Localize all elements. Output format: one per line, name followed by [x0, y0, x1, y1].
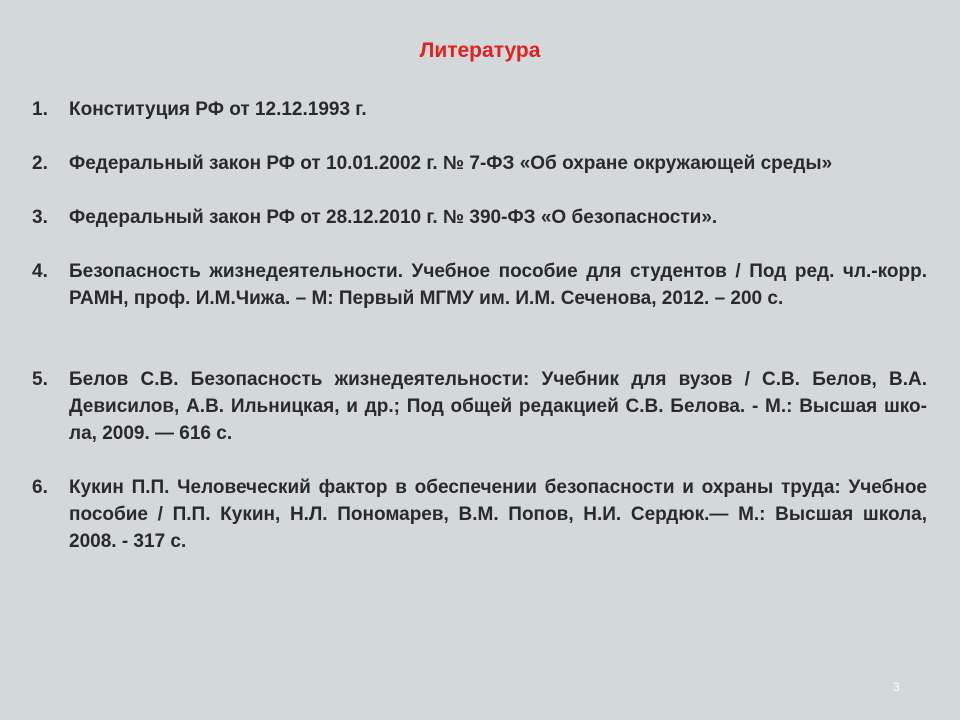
reference-item-5: [32, 366, 927, 447]
reference-number: 1.: [32, 99, 48, 120]
page-number: 3: [893, 680, 900, 694]
reference-number: 3.: [32, 207, 48, 228]
reference-text: Белов С.В. Безопасность жизнедеятельности: Учебник для вузов / С.В. Белов, В.А. Девисилов, А.В. Ильницкая, и др.; Под общей редакцией С.В. Белова. - М.: Высшая шко-ла, 2009. — 616 с.: [69, 369, 927, 444]
reference-list: [32, 96, 927, 555]
reference-item-4: [32, 258, 927, 312]
reference-item-3: [32, 204, 927, 231]
reference-item-1: [32, 96, 927, 123]
reference-text: Безопасность жизнедеятельности. Учебное пособие для студентов / Под ред. чл.-корр. РАМН, проф. И.М.Чижа. – М: Первый МГМУ им. И.М. Сеченова, 2012. – 200 с.: [69, 261, 927, 309]
reference-text: Федеральный закон РФ от 10.01.2002 г. № 7-ФЗ «Об охране окружающей среды»: [69, 153, 833, 174]
reference-number: 2.: [32, 153, 48, 174]
reference-number: 4.: [32, 261, 48, 282]
reference-text: Конституция РФ от 12.12.1993 г.: [69, 99, 367, 120]
reference-number: 6.: [32, 477, 48, 498]
reference-item-6: [32, 474, 927, 555]
slide-title: Литература: [419, 39, 541, 62]
reference-number: 5.: [32, 369, 48, 390]
reference-text: Федеральный закон РФ от 28.12.2010 г. № 390-ФЗ «О безопасности».: [69, 207, 718, 228]
reference-item-2: [32, 150, 927, 177]
reference-text: Кукин П.П. Человеческий фактор в обеспечении безопасности и охраны труда: Учебное пособие / П.П. Кукин, Н.Л. Пономарев, В.М. Попов, Н.И. Сердюк.— М.: Высшая школа, 2008. - 317 с.: [69, 477, 927, 552]
